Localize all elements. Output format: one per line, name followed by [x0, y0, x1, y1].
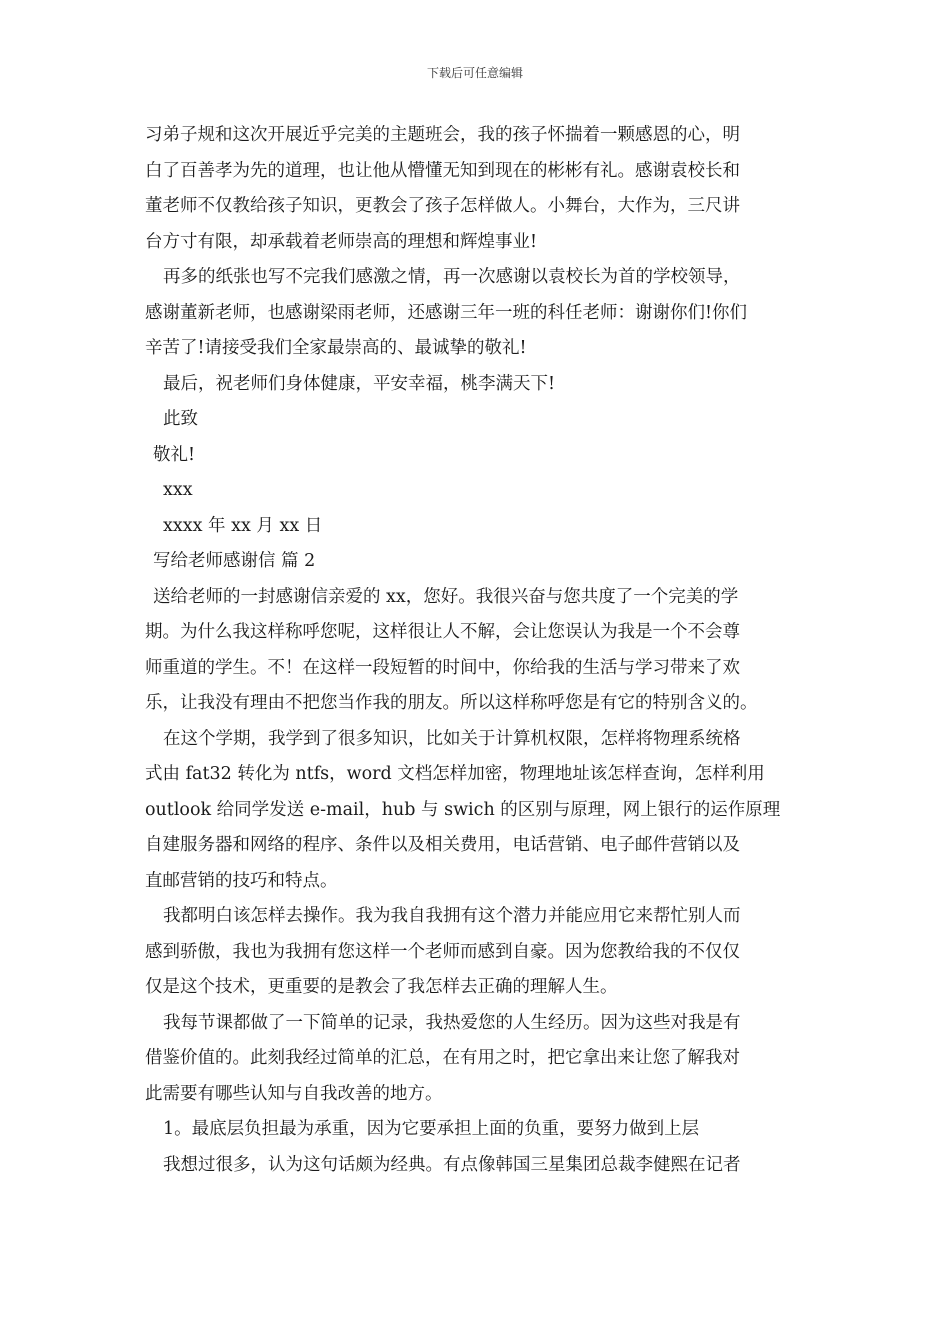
text-line: 此需要有哪些认知与自我改善的地方。 [145, 1083, 443, 1104]
text-line: 台方寸有限，却承载着老师崇高的理想和辉煌事业! [145, 231, 538, 252]
text-line: 最后，祝老师们身体健康，平安幸福，桃李满天下! [163, 373, 556, 394]
page-header: 下载后可任意编辑 [426, 66, 523, 80]
text-line: 仅是这个技术，更重要的是教会了我怎样去正确的理解人生。 [145, 977, 618, 997]
text-line: 我每节课都做了一下简单的记录，我热爱您的人生经历。因为这些对我是有 [163, 1012, 741, 1033]
text-line: 感谢董新老师，也感谢梁雨老师，还感谢三年一班的科任老师：谢谢你们!你们 [145, 302, 748, 323]
text-line: 在这个学期，我学到了很多知识，比如关于计算机权限，怎样将物理系统格 [163, 728, 741, 749]
text-line: 我想过很多，认为这句话颇为经典。有点像韩国三星集团总裁李健熙在记者 [163, 1154, 741, 1175]
text-line: 习弟子规和这次开展近乎完美的主题班会，我的孩子怀揣着一颗感恩的心，明 [145, 125, 740, 145]
text-line: 式由 fat32 转化为 ntfs，word 文档怎样加密，物理地址该怎样查询，怎样利用 [145, 764, 765, 784]
text-line: 感到骄傲，我也为我拥有您这样一个老师而感到自豪。因为您教给我的不仅仅 [145, 941, 740, 962]
text-line: xxxx 年 xx 月 xx 日 [163, 515, 323, 536]
text-line: 白了百善孝为先的道理，也让他从懵懂无知到现在的彬彬有礼。感谢袁校长和 [145, 160, 740, 181]
text-line: 自建服务器和网络的程序、条件以及相关费用，电话营销、电子邮件营销以及 [145, 835, 740, 855]
text-line: 送给老师的一封感谢信亲爱的 xx，您好。我很兴奋与您共度了一个完美的学 [153, 586, 739, 607]
text-line: 董老师不仅教给孩子知识，更教会了孩子怎样做人。小舞台，大作为，三尺讲 [145, 196, 740, 216]
text-line: 乐，让我没有理由不把您当作我的朋友。所以这样称呼您是有它的特别含义的。 [145, 693, 758, 713]
text-line: outlook 给同学发送 e-mail，hub 与 swich 的区别与原理，网上银行的运作原理 [145, 799, 781, 820]
text-line: xxx [163, 480, 193, 500]
text-line: 期。为什么我这样称呼您呢，这样很让人不解，会让您误认为我是一个不会尊 [145, 622, 740, 642]
text-line: 此致 [163, 409, 198, 429]
text-line: 辛苦了!请接受我们全家最崇高的、最诚挚的敬礼! [145, 338, 527, 358]
text-line: 借鉴价值的。此刻我经过简单的汇总，在有用之时，把它拿出来让您了解我对 [145, 1048, 740, 1068]
text-line: 我都明白该怎样去操作。我为我自我拥有这个潜力并能应用它来帮忙别人而 [163, 906, 741, 926]
text-line: 师重道的学生。不！在这样一段短暂的时间中，你给我的生活与学习带来了欢 [145, 657, 740, 678]
text-line: 写给老师感谢信 篇 2 [153, 551, 316, 571]
text-line: 再多的纸张也写不完我们感激之情，再一次感谢以袁校长为首的学校领导， [163, 267, 741, 287]
text-line: 敬礼! [153, 444, 196, 465]
text-line: 直邮营销的技巧和特点。 [145, 870, 338, 891]
document-body [145, 118, 809, 1183]
text-line: 1。最底层负担最为承重，因为它要承担上面的负重，要努力做到上层 [163, 1119, 700, 1139]
